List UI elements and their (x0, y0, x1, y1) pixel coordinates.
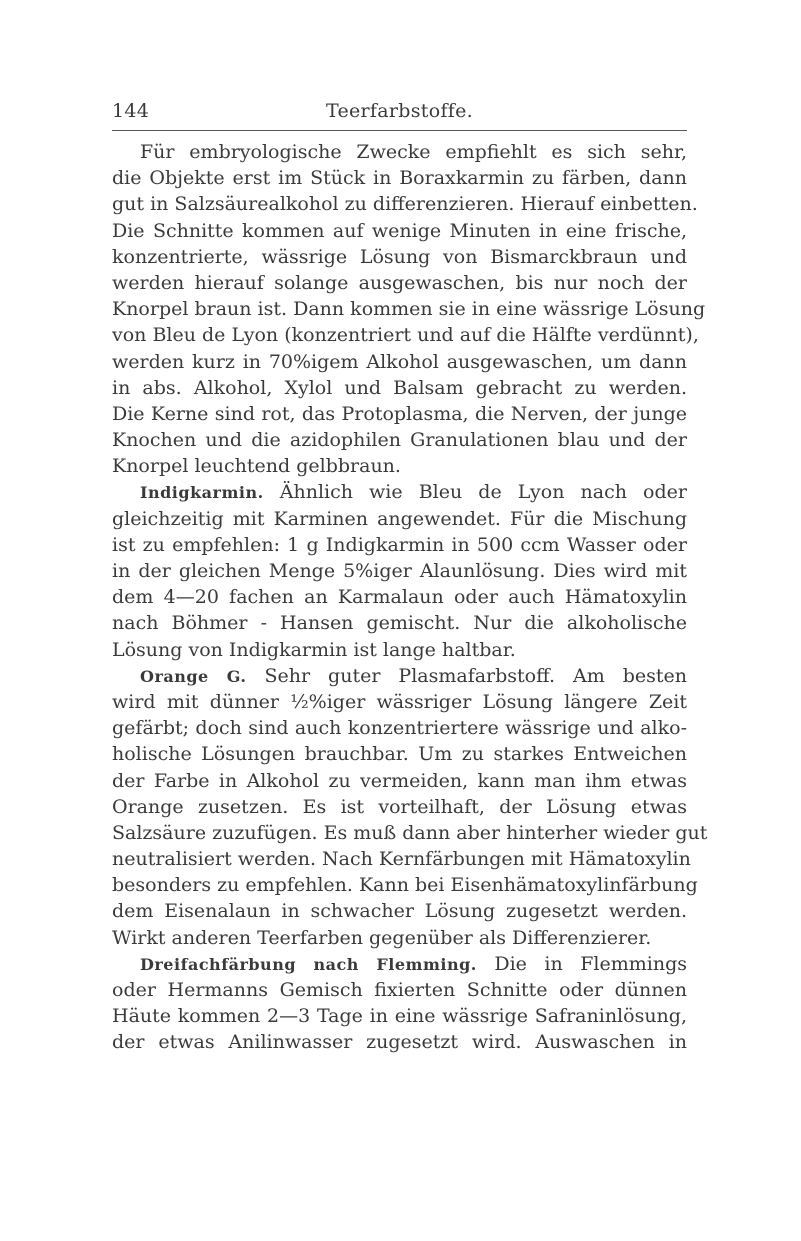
text-line: Häute kommen 2—3 Tage in eine wässrige Safraninlösung, (112, 1005, 687, 1028)
paragraph-orange-g (112, 663, 708, 951)
text-line: die Objekte erst im Stück in Boraxkarmin zu färben, dann (112, 167, 687, 190)
text-line: Die Schnitte kommen auf wenige Minuten in eine frische, (112, 219, 687, 242)
text-line: Die Kerne sind rot, das Protoplasma, die Nerven, der junge (112, 402, 687, 425)
text-line: Orange zusetzen. Es ist vorteilhaft, der Lösung etwas (112, 795, 687, 818)
text-line (112, 951, 687, 977)
header-rule (112, 130, 687, 131)
section-heading-indigkarmin: Indigkarmin. (140, 483, 264, 503)
heading-line-rest: Ähnlich wie Bleu de Lyon nach oder (279, 481, 687, 504)
text-line: Knochen und die azidophilen Granulationen blau und der (112, 429, 687, 452)
heading-line-rest: Sehr guter Plasmafarbstoff. Am besten (264, 664, 688, 687)
page-number: 144 (112, 100, 150, 122)
text-line: oder Hermanns Gemisch fixierten Schnitte oder dünnen (112, 979, 687, 1001)
paragraph-dreifachfaerbung (112, 951, 687, 1056)
text-line (112, 479, 687, 505)
running-title: Teerfarbstoffe. (325, 100, 474, 122)
text-line: dem 4—20 fachen an Karmalaun oder auch Hämatoxylin (112, 586, 687, 609)
text-line: Salzsäure zuzufügen. Es muß dann aber hinterher wieder gut (112, 821, 708, 844)
text-line: gefärbt; doch sind auch konzentriertere wässrige und alko- (112, 717, 687, 740)
section-heading-orange-g: Orange G. (140, 666, 247, 686)
text-line: Wirkt anderen Teerfarben gegenüber als Differenzierer. (112, 926, 652, 949)
paragraph-embryology (112, 139, 706, 479)
text-line: Lösung von Indigkarmin ist lange haltbar. (112, 638, 516, 661)
page-body (112, 139, 708, 1056)
text-line: Knorpel leuchtend gelbbraun. (112, 455, 401, 478)
text-line: in abs. Alkohol, Xylol und Balsam gebracht zu werden. (112, 376, 687, 399)
text-line: Knorpel braun ist. Dann kommen sie in eine wässrige Lösung (112, 298, 706, 321)
text-line: Für embryologische Zwecke empfiehlt es sich sehr, (140, 141, 687, 163)
text-line: nach Böhmer - Hansen gemischt. Nur die alkoholische (112, 612, 687, 635)
text-line: ist zu empfehlen: 1 g Indigkarmin in 500 ccm Wasser oder (112, 533, 687, 556)
text-line: werden kurz in 70%igem Alkohol ausgewaschen, um dann (112, 350, 687, 373)
text-line (112, 663, 687, 689)
text-line: der etwas Anilinwasser zugesetzt wird. Auswaschen in (112, 1031, 687, 1054)
section-heading-dreifachfaerbung: Dreifachfärbung nach Flemming. (140, 954, 477, 974)
text-line: holische Lösungen brauchbar. Um zu starkes Entweichen (112, 743, 687, 766)
text-line: besonders zu empfehlen. Kann bei Eisenhämatoxylinfärbung (112, 874, 698, 897)
paragraph-indigkarmin (112, 479, 687, 662)
text-line: gut in Salzsäurealkohol zu differenzieren. Hierauf einbetten. (112, 193, 698, 216)
text-line: wird mit dünner ½%iger wässriger Lösung längere Zeit (112, 690, 687, 713)
text-line: von Bleu de Lyon (konzentriert und auf die Hälfte verdünnt), (112, 324, 699, 347)
text-line: gleichzeitig mit Karminen angewendet. Für die Mischung (112, 507, 687, 530)
running-header (112, 100, 687, 130)
heading-line-rest: Die in Flemmings (494, 952, 687, 975)
text-line: neutralisiert werden. Nach Kernfärbungen mit Hämatoxylin (112, 848, 691, 871)
text-line: konzentrierte, wässrige Lösung von Bismarckbraun und (112, 245, 687, 268)
text-line: in der gleichen Menge 5%iger Alaunlösung. Dies wird mit (112, 560, 687, 582)
text-line: werden hierauf solange ausgewaschen, bis nur noch der (112, 271, 687, 294)
text-line: dem Eisenalaun in schwacher Lösung zugesetzt werden. (112, 900, 687, 923)
text-line: der Farbe in Alkohol zu vermeiden, kann man ihm etwas (112, 769, 687, 792)
